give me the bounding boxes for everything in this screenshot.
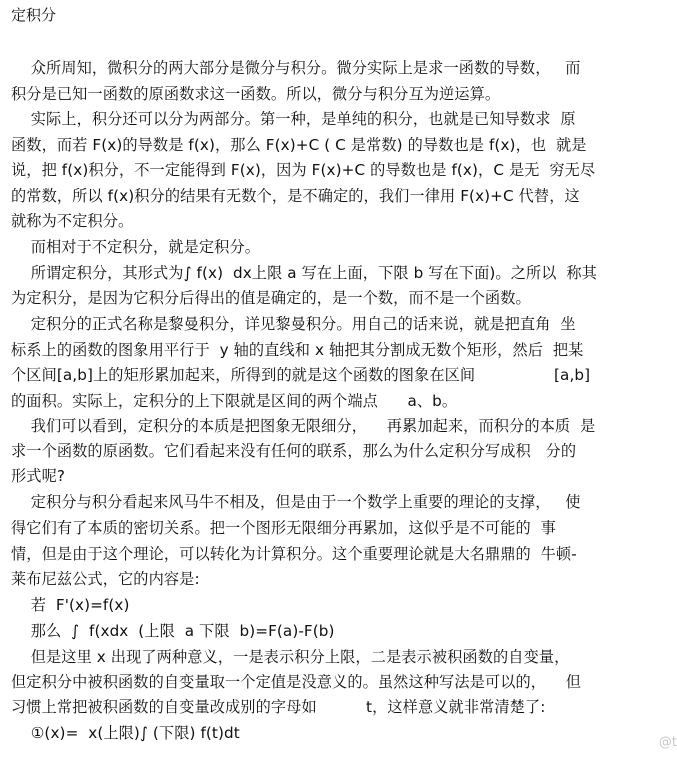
paragraph-line: 定积分的正式名称是黎曼积分，详见黎曼积分。用自己的话来说，就是把直角 坐 bbox=[11, 315, 576, 333]
paragraph-line: 实际上，积分还可以分为两部分。第一种，是单纯的积分，也就是已知导数求 原 bbox=[11, 110, 576, 128]
paragraph-line: 的常数，所以 f(x)积分的结果有无数个，是不确定的，我们一律用 F(x)+C 代替，这 bbox=[11, 187, 580, 205]
paragraph-line: 而相对于不定积分，就是定积分。 bbox=[11, 238, 261, 256]
paragraph-line: 我们可以看到，定积分的本质是把图象无限细分， 再累加起来，而积分的本质 是 bbox=[11, 417, 596, 435]
paragraph-line: 就称为不定积分。 bbox=[11, 212, 134, 230]
paragraph-line: 个区间[a,b]上的矩形累加起来，所得到的就是这个函数的图象在区间 [a,b] bbox=[11, 366, 591, 384]
paragraph-line: 莱布尼兹公式，它的内容是: bbox=[11, 570, 200, 588]
formula-line: 那么 ∫ f(xdx (上限 a 下限 b)=F(a)-F(b) bbox=[11, 622, 335, 640]
document-title: 定积分 bbox=[11, 6, 57, 24]
paragraph-line: 标系上的函数的图象用平行于 y 轴的直线和 x 轴把其分割成无数个矩形，然后 把某 bbox=[11, 341, 584, 359]
paragraph-line: 情，但是由于这个理论，可以转化为计算积分。这个重要理论就是大名鼎鼎的 牛顿- bbox=[11, 545, 577, 563]
paragraph-line: 函数，而若 F(x)的导数是 f(x)，那么 F(x)+C ( C 是常数) 的导数也是 f(x)，也 就是 bbox=[11, 136, 587, 154]
paragraph-line: 的面积。实际上，定积分的上下限就是区间的两个端点 a、b。 bbox=[11, 392, 458, 410]
paragraph-line: 形式呢? bbox=[11, 467, 66, 485]
paragraph-line: 但是这里 x 出现了两种意义，一是表示积分上限，二是表示被积函数的自变量， bbox=[11, 648, 570, 666]
formula-line: ①(x)= x(上限)∫ (下限) f(t)dt bbox=[11, 724, 240, 742]
formula-line: 若 F'(x)=f(x) bbox=[11, 596, 130, 614]
paragraph-line: 定积分与积分看起来风马牛不相及，但是由于一个数学上重要的理论的支撑， 使 bbox=[11, 493, 581, 511]
paragraph-line: 求一个函数的原函数。它们看起来没有任何的联系，那么为什么定积分写成积 分的 bbox=[11, 442, 577, 460]
watermark-text: @t bbox=[658, 735, 677, 750]
paragraph-line: 众所周知，微积分的两大部分是微分与积分。微分实际上是求一函数的导数， 而 bbox=[11, 59, 581, 77]
paragraph-line: 说，把 f(x)积分，不一定能得到 F(x)，因为 F(x)+C 的导数也是 f(x)，C 是无 穷无尽 bbox=[11, 161, 596, 179]
paragraph-line: 得它们有了本质的密切关系。把一个图形无限细分再累加，这似乎是不可能的 事 bbox=[11, 519, 556, 537]
paragraph-line: 但定积分中被积函数的自变量取一个定值是没意义的。虽然这种写法是可以的， 但 bbox=[11, 673, 582, 691]
paragraph-line: 为定积分，是因为它积分后得出的值是确定的，是一个数，而不是一个函数。 bbox=[11, 289, 531, 307]
paragraph-line: 习惯上常把被积函数的自变量改成别的字母如 t，这样意义就非常清楚了: bbox=[11, 698, 546, 716]
paragraph-line: 积分是已知一函数的原函数求这一函数。所以，微分与积分互为逆运算。 bbox=[11, 85, 501, 103]
paragraph-line: 所谓定积分，其形式为∫ f(x) dx上限 a 写在上面，下限 b 写在下面)。之所以 称其 bbox=[11, 264, 597, 282]
